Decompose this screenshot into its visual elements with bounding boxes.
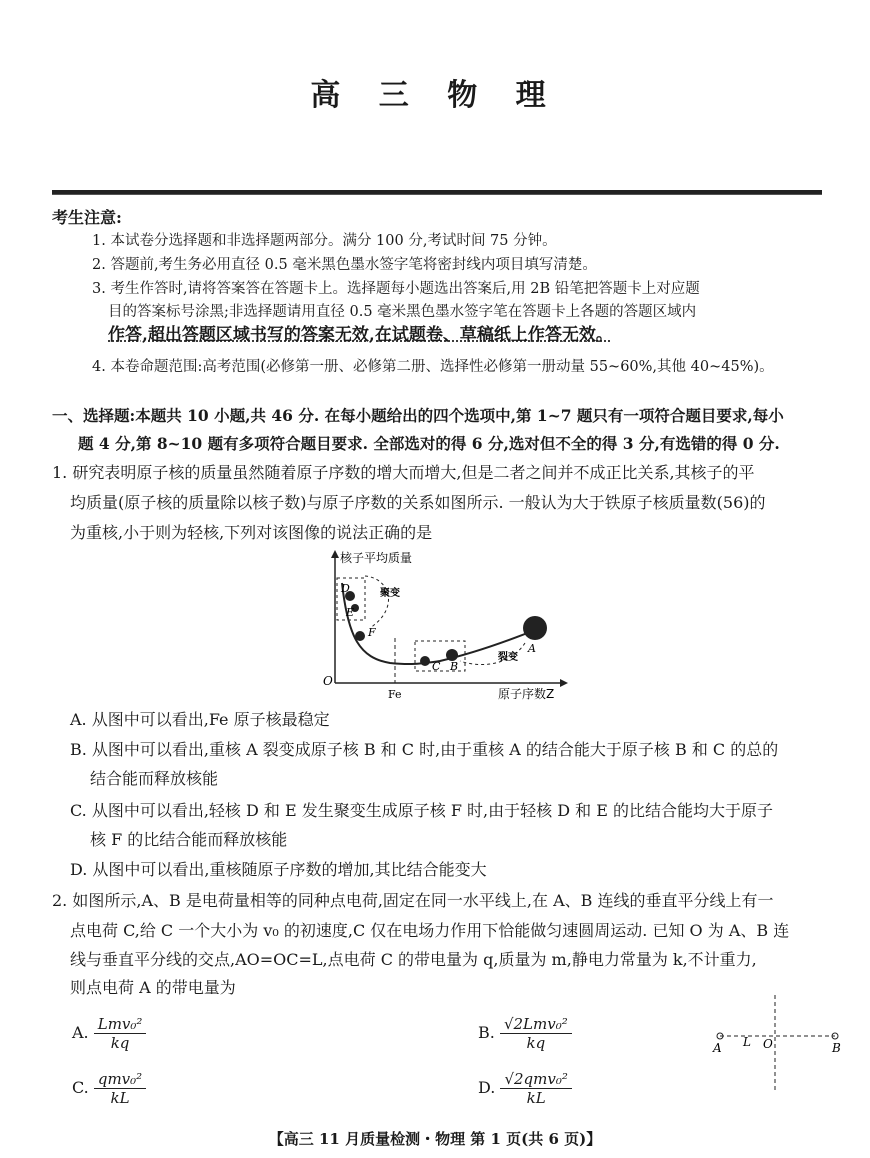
question-1-option-c: C. 从图中可以看出,轻核 D 和 E 发生聚变生成原子核 F 时,由于轻核 D 和 E 的比结合能均大于原子 — [70, 801, 773, 820]
notice-item: 2. 答题前,考生务必用直径 0.5 毫米黑色墨水签字笔将密封线内项目填写清楚。 — [92, 257, 597, 273]
denominator: kL — [110, 1089, 130, 1107]
question-1-option-b: 结合能而释放核能 — [90, 769, 219, 788]
question-2-option-a — [72, 1015, 146, 1052]
question-2-option-b — [478, 1015, 572, 1052]
numerator: Lmv₀² — [94, 1015, 147, 1034]
denominator: kL — [526, 1089, 546, 1107]
section-instructions: 题 4 分,第 8~10 题有多项符合题目要求. 全部选对的得 6 分,选对但不全的得 3 分,有选错的得 0 分. — [78, 434, 780, 453]
question-2-stem: 点电荷 C,给 C 一个大小为 v₀ 的初速度,C 仅在电场力作用下恰能做匀速圆周运动. 已知 O 为 A、B 连 — [70, 921, 790, 940]
point-b-label: B — [832, 1041, 841, 1055]
notice-heading: 考生注意: — [52, 208, 122, 227]
y-axis-label: 核子平均质量 — [340, 551, 413, 565]
section-instructions: 一、选择题:本题共 10 小题,共 46 分. 在每小题给出的四个选项中,第 1~7 题只有一项符合题目要求,每小 — [52, 406, 784, 425]
label-e: E — [346, 606, 355, 619]
question-2-stem: 2. 如图所示,A、B 是电荷量相等的同种点电荷,固定在同一水平线上,在 A、B 连线的垂直平分线上有一 — [52, 891, 774, 910]
x-axis-label: 原子序数Z — [498, 687, 555, 701]
notice-item: 3. 考生作答时,请将答案答在答题卡上。选择题每小题选出答案后,用 2B 铅笔把答题卡上对应题 — [92, 281, 700, 297]
fraction — [500, 1070, 571, 1107]
charges-diagram — [705, 990, 845, 1095]
option-letter: C. — [72, 1078, 89, 1097]
numerator: √2qmv₀² — [500, 1070, 571, 1089]
fraction — [94, 1070, 146, 1107]
question-1-stem: 1. 研究表明原子核的质量虽然随着原子序数的增大而增大,但是二者之间并不成正比关系,其核子的平 — [52, 463, 755, 482]
question-2-option-c — [72, 1070, 146, 1107]
point-o-label: O — [763, 1037, 773, 1051]
question-2-stem: 线与垂直平分线的交点,AO=OC=L,点电荷 C 的带电量为 q,质量为 m,静电力常量为 k,不计重力, — [70, 950, 757, 969]
denominator: kq — [110, 1034, 130, 1052]
fraction — [500, 1015, 572, 1052]
label-c: C — [432, 660, 441, 673]
option-letter: D. — [478, 1078, 496, 1097]
numerator: qmv₀² — [94, 1070, 146, 1089]
question-1-option-b: B. 从图中可以看出,重核 A 裂变成原子核 B 和 C 时,由于重核 A 的结合能大于原子核 B 和 C 的总的 — [70, 740, 779, 759]
label-d: D — [341, 582, 350, 595]
fission-label: 裂变 — [498, 652, 518, 663]
question-2-stem: 则点电荷 A 的带电量为 — [70, 978, 236, 997]
fusion-label: 聚变 — [380, 588, 400, 599]
question-1-option-d: D. 从图中可以看出,重核随原子序数的增加,其比结合能变大 — [70, 860, 487, 879]
label-f: F — [368, 626, 376, 639]
length-label: L — [743, 1035, 751, 1049]
notice-item: 4. 本卷命题范围:高考范围(必修第一册、必修第二册、选择性必修第一册动量 55~60%,其他 40~45%)。 — [92, 359, 774, 375]
question-1-stem: 均质量(原子核的质量除以核子数)与原子序数的关系如图所示. 一般认为大于铁原子核质量数(56)的 — [70, 493, 766, 512]
origin-label: O — [323, 674, 333, 688]
question-1-stem: 为重核,小于则为轻核,下列对该图像的说法正确的是 — [70, 523, 433, 542]
page-title: 高 三 物 理 — [310, 78, 560, 113]
fe-label: Fe — [388, 688, 402, 701]
numerator: √2Lmv₀² — [500, 1015, 572, 1034]
notice-item: 作答,超出答题区域书写的答案无效,在试题卷、草稿纸上作答无效。 — [108, 325, 613, 345]
page-footer: 【高三 11 月质量检测・物理 第 1 页(共 6 页)】 — [268, 1130, 602, 1148]
question-2-option-d — [478, 1070, 572, 1107]
question-1-option-c: 核 F 的比结合能而释放核能 — [90, 830, 288, 849]
point-a-label: A — [713, 1041, 722, 1055]
option-letter: B. — [478, 1023, 495, 1042]
question-1-option-a: A. 从图中可以看出,Fe 原子核最稳定 — [70, 710, 330, 729]
label-b: B — [450, 660, 459, 673]
notice-item: 目的答案标号涂黑;非选择题请用直径 0.5 毫米黑色墨水签字笔在答题卡上各题的答题区域内 — [108, 304, 697, 320]
header-rule — [52, 190, 822, 195]
fraction — [94, 1015, 147, 1052]
denominator: kq — [526, 1034, 546, 1052]
option-letter: A. — [72, 1023, 89, 1042]
label-a: A — [528, 642, 536, 655]
notice-item: 1. 本试卷分选择题和非选择题两部分。满分 100 分,考试时间 75 分钟。 — [92, 233, 557, 249]
nucleon-mass-graph — [320, 548, 570, 703]
